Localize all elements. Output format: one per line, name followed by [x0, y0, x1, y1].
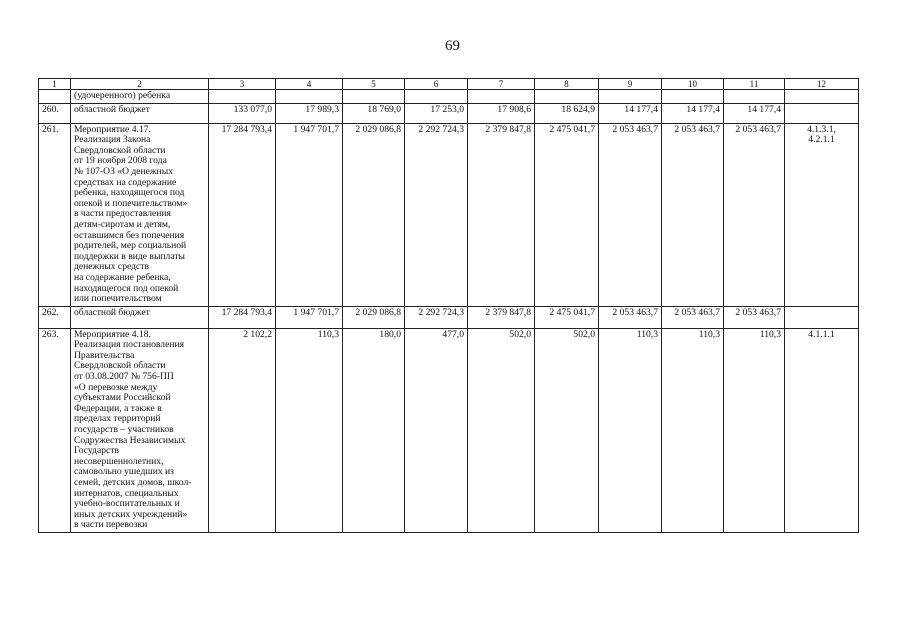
value-cell	[599, 90, 662, 104]
row-number: 263.	[39, 328, 71, 532]
row-number: 260.	[39, 103, 71, 123]
value-cell: 133 077,0	[209, 103, 276, 123]
column-header: 8	[535, 79, 599, 90]
budget-table	[38, 78, 859, 533]
value-cell: 2 029 086,8	[343, 306, 405, 328]
row-name: Мероприятие 4.17. Реализация Закона Свердловской области от 19 ноября 2008 года № 107-ОЗ «О денежных средствах на содержание ребенка, находящегося под опекой и попечительством» в части предоставления детям-сиротам и детям, оставшимся без попечения родителей, мер социальной поддержки в виде выплаты денежных средств на содержание ребенка, находящегося под опекой или попечительством	[71, 123, 209, 306]
code-cell: 4.1.1.1	[785, 328, 859, 532]
column-header: 12	[785, 79, 859, 90]
column-header: 9	[599, 79, 662, 90]
value-cell: 2 053 463,7	[599, 306, 662, 328]
value-cell: 2 292 724,3	[405, 306, 468, 328]
value-cell: 18 769,0	[343, 103, 405, 123]
value-cell: 110,3	[276, 328, 343, 532]
value-cell	[535, 90, 599, 104]
value-cell: 2 292 724,3	[405, 123, 468, 306]
column-header: 10	[662, 79, 724, 90]
value-cell: 17 253,0	[405, 103, 468, 123]
value-cell	[209, 90, 276, 104]
value-cell: 2 475 041,7	[535, 306, 599, 328]
column-header: 4	[276, 79, 343, 90]
column-header: 6	[405, 79, 468, 90]
value-cell: 477,0	[405, 328, 468, 532]
value-cell: 17 284 793,4	[209, 306, 276, 328]
value-cell: 110,3	[724, 328, 785, 532]
value-cell	[468, 90, 535, 104]
value-cell: 1 947 701,7	[276, 306, 343, 328]
table-row	[39, 306, 859, 328]
table-row	[39, 103, 859, 123]
value-cell: 2 102,2	[209, 328, 276, 532]
value-cell	[724, 90, 785, 104]
code-cell	[785, 103, 859, 123]
column-header: 7	[468, 79, 535, 90]
row-number: 261.	[39, 123, 71, 306]
value-cell: 2 053 463,7	[662, 306, 724, 328]
table-row	[39, 328, 859, 532]
value-cell: 14 177,4	[662, 103, 724, 123]
column-header: 11	[724, 79, 785, 90]
value-cell: 2 475 041,7	[535, 123, 599, 306]
code-cell: 4.1.3.1, 4.2.1.1	[785, 123, 859, 306]
value-cell: 110,3	[599, 328, 662, 532]
value-cell: 17 284 793,4	[209, 123, 276, 306]
column-header: 5	[343, 79, 405, 90]
row-name: областной бюджет	[71, 306, 209, 328]
column-header: 2	[71, 79, 209, 90]
row-name: Мероприятие 4.18. Реализация постановления Правительства Свердловской области от 03.08.2007 № 756-ПП «О перевозке между субъектами Российской Федерации, а также в пределах территорий государств – участников Содружества Независимых Государств несовершеннолетних, самовольно ушедших из семей, детских домов, школ- интернатов, специальных учебно-воспитательных и иных детских учреждений» в части перевозки	[71, 328, 209, 532]
value-cell: 502,0	[535, 328, 599, 532]
value-cell: 18 624,9	[535, 103, 599, 123]
table-row	[39, 90, 859, 104]
column-header: 3	[209, 79, 276, 90]
page-number: 69	[445, 38, 460, 54]
value-cell	[343, 90, 405, 104]
value-cell: 14 177,4	[599, 103, 662, 123]
value-cell: 17 908,6	[468, 103, 535, 123]
code-cell	[785, 306, 859, 328]
value-cell	[276, 90, 343, 104]
value-cell: 2 053 463,7	[662, 123, 724, 306]
value-cell: 14 177,4	[724, 103, 785, 123]
code-cell	[785, 90, 859, 104]
value-cell	[662, 90, 724, 104]
value-cell: 110,3	[662, 328, 724, 532]
value-cell: 2 053 463,7	[599, 123, 662, 306]
value-cell: 17 989,3	[276, 103, 343, 123]
header-row	[39, 79, 859, 90]
value-cell: 2 053 463,7	[724, 123, 785, 306]
value-cell: 2 379 847,8	[468, 306, 535, 328]
value-cell: 2 029 086,8	[343, 123, 405, 306]
value-cell	[405, 90, 468, 104]
row-name: областной бюджет	[71, 103, 209, 123]
row-number: 262.	[39, 306, 71, 328]
value-cell: 180,0	[343, 328, 405, 532]
row-number	[39, 90, 71, 104]
value-cell: 2 379 847,8	[468, 123, 535, 306]
value-cell: 502,0	[468, 328, 535, 532]
value-cell: 2 053 463,7	[724, 306, 785, 328]
table-row	[39, 123, 859, 306]
value-cell: 1 947 701,7	[276, 123, 343, 306]
row-name: (удочеренного) ребенка	[71, 90, 209, 104]
column-header: 1	[39, 79, 71, 90]
